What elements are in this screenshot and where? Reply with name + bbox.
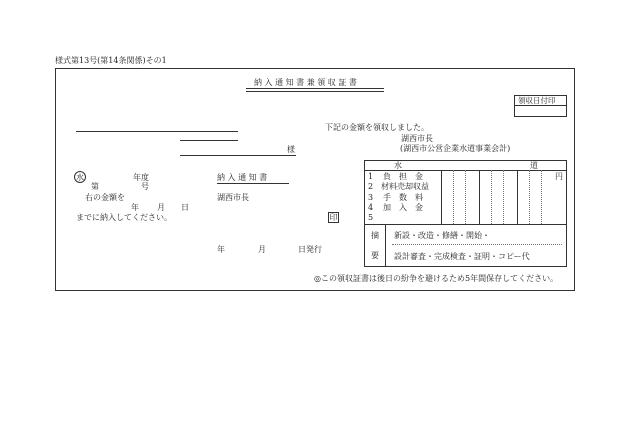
payer-name-line-2 xyxy=(180,155,296,156)
mayor-label: 湖西市長 xyxy=(401,134,433,143)
issue-day: 日発行 xyxy=(298,245,322,254)
title-underline xyxy=(246,88,384,92)
deadline-month: 月 xyxy=(157,203,165,212)
breakdown-header-right: 道 xyxy=(530,161,538,170)
honorific-sama: 様 xyxy=(287,145,295,154)
item-label: 材料売却収益 xyxy=(381,182,429,191)
summary-label-bottom: 要 xyxy=(371,251,379,260)
item-label: 手 数 料 xyxy=(383,193,423,202)
item-label: 負 担 金 xyxy=(383,172,423,181)
business-label: (湖西市公営企業水道事業会計) xyxy=(400,144,511,153)
amount-line: 右の金額を xyxy=(85,193,125,202)
payer-name-line-1 xyxy=(180,140,238,141)
summary-label-top: 摘 xyxy=(371,231,379,240)
deadline-day: 日 xyxy=(181,203,189,212)
payer-address-line xyxy=(76,131,238,132)
item-no: 5 xyxy=(368,213,374,222)
notice-title: 納 入 通 知 書 xyxy=(217,173,268,182)
number-dai-label: 第 xyxy=(91,182,99,191)
fiscal-year-label: 年度 xyxy=(133,173,149,182)
item-no: 4 xyxy=(368,203,374,212)
form-number: 様式第13号(第14条関係)その1 xyxy=(55,56,167,65)
deadline-line: までに納入してください。 xyxy=(76,213,172,222)
item-no: 3 xyxy=(368,193,374,202)
breakdown-header-left: 水 xyxy=(394,161,402,170)
issue-month: 月 xyxy=(258,245,266,254)
receipt-date-label: 領収日付印 xyxy=(518,96,556,105)
issuer-label: 湖西市長 xyxy=(217,193,249,202)
notice-title-underline xyxy=(217,183,289,184)
item-label: 加 入 金 xyxy=(383,203,423,212)
item-no: 1 xyxy=(368,172,374,181)
number-gou-label: 号 xyxy=(141,182,149,191)
deadline-year: 年 xyxy=(131,203,139,212)
seal-mark: 印 xyxy=(329,213,338,222)
receipt-notice: 下記の金額を領収しました。 xyxy=(325,123,429,132)
form-title: 納 入 通 知 書 兼 領 収 証 書 xyxy=(254,78,357,87)
item-no: 2 xyxy=(368,182,374,191)
issue-year: 年 xyxy=(217,245,225,254)
retention-note: ◎この領収証書は後日の紛争を避けるため5年間保存してください。 xyxy=(314,274,559,283)
water-circle-mark: 水 xyxy=(76,173,84,182)
yen-unit: 円 xyxy=(555,172,563,181)
summary-line-1: 新設・改造・修繕・開始・ xyxy=(394,231,490,240)
summary-line-2: 設計審査・完成検査・証明・コピー代 xyxy=(394,252,530,261)
